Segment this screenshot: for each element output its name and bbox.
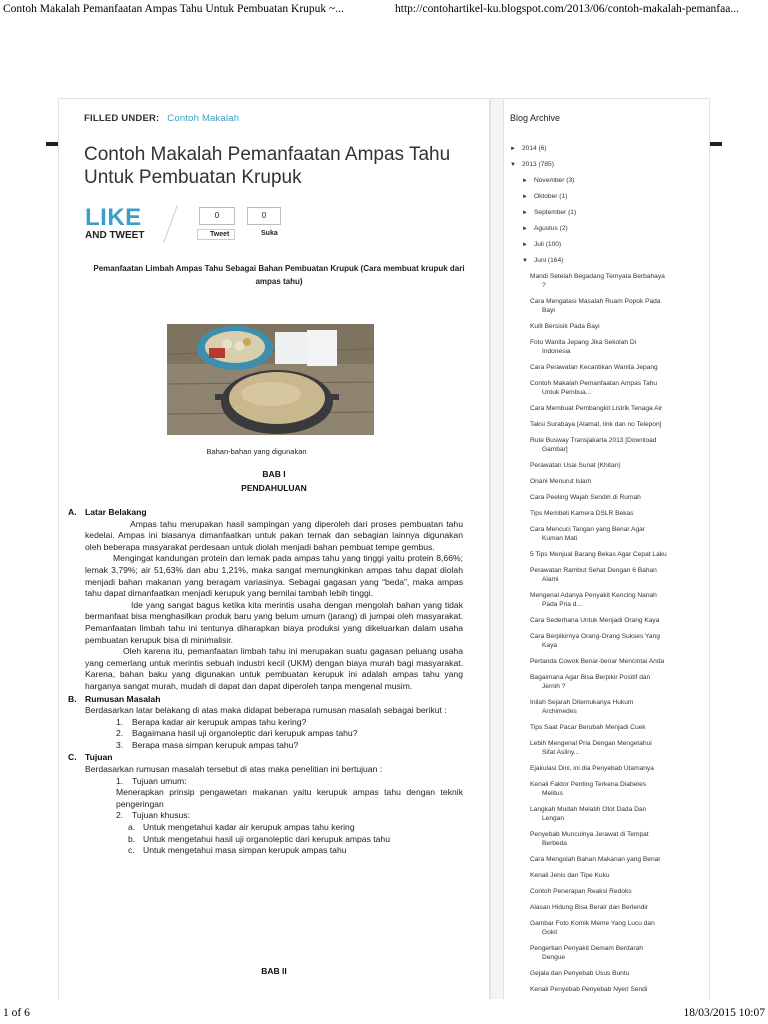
archive-post-link-text[interactable]: Cara Berpikirnya Orang-Orang Sukses Yang: [530, 633, 660, 640]
archive-post-link[interactable]: [530, 493, 705, 502]
like-button[interactable]: Suka: [261, 230, 278, 237]
archive-post-link-text[interactable]: Penyebab Munculnya Jerawat di Tempat: [530, 831, 649, 838]
sidebar-gutter: [490, 99, 504, 999]
list-item-text: Untuk mengetahui kadar air kerupuk ampas tahu kering: [143, 822, 355, 833]
archive-post-link[interactable]: [530, 739, 705, 757]
archive-month-label[interactable]: Oktober (1): [534, 193, 568, 200]
paragraph-c: Berdasarkan rumusan masalah tersebut di atas maka penelitian ini bertujuan :: [85, 764, 383, 775]
archive-post-link[interactable]: [530, 404, 705, 413]
expand-arrow-icon[interactable]: ►: [522, 178, 528, 184]
paragraph-a1: [68, 519, 463, 554]
section-b-heading: [68, 694, 463, 706]
print-footer-page: 1 of 6: [3, 1007, 30, 1019]
like-and-tweet-badge: [85, 206, 144, 241]
archive-post-link[interactable]: [530, 657, 705, 666]
archive-post-link[interactable]: [530, 985, 705, 994]
archive-post-link-text[interactable]: Kenali Faktor Penting Terkena Diabetes: [530, 781, 647, 788]
archive-post-link[interactable]: [530, 673, 705, 691]
archive-year-label[interactable]: 2014 (6): [522, 145, 547, 152]
archive-post-link-text[interactable]: Mandi Setelah Begadang Ternyata Berbahaya: [530, 273, 665, 280]
archive-post-link-text[interactable]: Untuk Pembua...: [542, 389, 592, 396]
post-subtitle: Pemanfaatan Limbah Ampas Tahu Sebagai Bahan Pembuatan Krupuk (Cara membuat krupuk dari ampas tahu): [93, 264, 465, 286]
print-header-url: http://contohartikel-ku.blogspot.com/2013/06/contoh-makalah-pemanfaa...: [395, 3, 739, 15]
like-count: 0: [261, 211, 267, 220]
section-c-title: Tujuan: [85, 752, 113, 763]
archive-post-link[interactable]: [530, 461, 705, 470]
archive-month[interactable]: [510, 240, 705, 256]
archive-post-link-text[interactable]: Cara Mengolah Bahan Makanan yang Benar: [530, 856, 661, 863]
archive-post-link[interactable]: [530, 903, 705, 912]
archive-post-link[interactable]: [530, 871, 705, 880]
archive-month-label[interactable]: Agustus (2): [534, 225, 568, 232]
expand-arrow-icon[interactable]: ►: [510, 146, 516, 152]
paragraph-a4: [68, 646, 463, 692]
list-item-text: Untuk mengetahui hasil uji organoleptic dari kerupuk ampas tahu: [143, 833, 390, 844]
archive-post-link-text[interactable]: Onani Menurut Islam: [530, 478, 592, 485]
list-item-number: 3.: [116, 739, 124, 750]
archive-post-link[interactable]: [530, 723, 705, 732]
archive-post-link-text[interactable]: Inilah Sejarah Ditemukanya Hukum: [530, 699, 634, 706]
archive-post-link[interactable]: [530, 830, 705, 848]
archive-month[interactable]: [510, 176, 705, 192]
archive-month-label[interactable]: September (1): [534, 209, 577, 216]
archive-post-link[interactable]: [530, 322, 705, 331]
chapter-2-heading: BAB II: [261, 966, 287, 976]
archive-post-link-text[interactable]: Sifat Asliny...: [542, 749, 580, 756]
archive-post-link[interactable]: [530, 363, 705, 372]
archive-post-link-text[interactable]: 5 Tips Menjual Barang Bekas Agar Cepat Laku: [530, 551, 667, 558]
goal-specific-number: 2.: [116, 810, 124, 821]
archive-post-link-text[interactable]: Gejala dan Penyebab Usus Buntu: [530, 970, 630, 977]
list-item-text: Untuk mengetahui masa simpan kerupuk ampas tahu: [143, 845, 347, 856]
expand-arrow-icon[interactable]: ►: [522, 194, 528, 200]
archive-post-link[interactable]: [530, 764, 705, 773]
archive-year[interactable]: [510, 160, 705, 176]
list-item-text: Berapa kadar air kerupuk ampas tahu kering?: [132, 716, 307, 727]
archive-post-link-text[interactable]: ?: [542, 282, 546, 289]
archive-post-link-text[interactable]: Kenali Penyebab Penyebab Nyeri Sendi: [530, 986, 648, 993]
archive-post-link-text[interactable]: Dengue: [542, 954, 566, 961]
archive-post-link[interactable]: [530, 616, 705, 625]
collapse-arrow-icon[interactable]: ▼: [522, 258, 528, 264]
section-a-heading: [68, 507, 463, 519]
like-count-bubble: [247, 207, 281, 225]
archive-post-link[interactable]: [530, 272, 705, 290]
research-questions-list: [68, 717, 463, 752]
chapter-number: BAB I: [262, 469, 286, 479]
archive-post-link[interactable]: [530, 297, 705, 315]
paragraph-a2-text: Mengingat kandungan protein dan lemak pada ampas tahu yang tinggi yaitu protein 8,66%; lemak 3,79%; air 51,63% dan abu 1,21%, maka sangat memungkinkan ampas tahu dapat diolah menjadi bahan makanan yang beragam variasinya. Sebagai gagasan yang “beda”, maka ampas tahu dapat dimanfaatkan menjadi kerupuk yang bernilai tambah lebih tinggi.: [85, 553, 463, 599]
archive-post-link-text[interactable]: Jernih ?: [542, 683, 566, 690]
list-item: [68, 834, 463, 846]
archive-month[interactable]: [510, 208, 705, 224]
archive-post-link-text[interactable]: Cara Membuat Pembangkit Listrik Tenaga Air: [530, 405, 663, 412]
paragraph-a2: [68, 553, 463, 599]
list-item-number: 2.: [116, 728, 124, 739]
goal-specific-title: Tujuan khusus:: [132, 810, 190, 821]
list-item-text: Berapa masa simpan kerupuk ampas tahu?: [132, 739, 299, 750]
goal-general-number: 1.: [116, 775, 124, 786]
archive-post-link-text[interactable]: Cara Mengatasi Masalah Ruam Popok Pada: [530, 298, 661, 305]
archive-post-link-text[interactable]: Contoh Penerapan Reaksi Redoks: [530, 888, 632, 895]
archive-post-link-text[interactable]: Cara Sederhana Untuk Menjadi Orang Kaya: [530, 617, 660, 624]
list-item-number: 1.: [116, 716, 124, 727]
archive-post-link-text[interactable]: Langkah Mudah Melatih Otot Dada Dan: [530, 806, 647, 813]
archive-post-link-text[interactable]: Kaya: [542, 642, 558, 649]
paragraph-a4-text: Oleh karena itu, pemanfaatan limbah tahu ini merupakan suatu gagasan peluang usaha yang cemerlang untuk merintis sebuah industri kecil (UKM) dengan biaya murah bagi masyarakat. Karena, bahan baku yang digunakan untuk pembuatan kerupuk ini adalah ampas tahu yang harganya sangat murah, mudah di dapat dan dapat diperoleh tanpa mengenal musim.: [85, 646, 463, 691]
archive-post-link-text[interactable]: Pada Pria d...: [542, 601, 582, 608]
archive-post-link-text[interactable]: Gambar Foto Komik Meme Yang Lucu dan: [530, 920, 655, 927]
filed-under-label: FILLED UNDER:: [84, 113, 160, 124]
goal-specific-heading: [68, 810, 463, 822]
expand-arrow-icon[interactable]: ►: [522, 242, 528, 248]
paragraph-a3: [68, 600, 463, 646]
and-tweet-word: AND TWEET: [85, 230, 145, 241]
filed-under: [84, 113, 239, 124]
expand-arrow-icon[interactable]: ►: [522, 226, 528, 232]
sidebar-right-border: [709, 99, 710, 999]
goal-general-heading: [68, 776, 463, 788]
filed-under-link[interactable]: Contoh Makalah: [167, 113, 240, 124]
list-item: [68, 740, 463, 752]
archive-post-link-text[interactable]: Taksi Surabaya [Alamat, link dan no Telepon]: [530, 421, 662, 428]
archive-post-link[interactable]: [530, 944, 705, 962]
section-b-number: B.: [68, 693, 77, 704]
archive-post-link[interactable]: [530, 780, 705, 798]
blog-archive-tree: [510, 144, 705, 1001]
archive-post-link-text[interactable]: Alami: [542, 576, 559, 583]
archive-post-link[interactable]: [530, 632, 705, 650]
chapter-heading: [84, 467, 464, 495]
blog-archive-title: Blog Archive: [510, 113, 561, 123]
like-word: LIKE: [85, 204, 142, 231]
expand-arrow-icon[interactable]: ►: [522, 210, 528, 216]
archive-post-link-text[interactable]: Alasan Hidung Bisa Berair dan Berlendir: [530, 904, 649, 911]
archive-post-link-text[interactable]: Tips Membeli Kamera DSLR Bekas: [530, 510, 634, 517]
collapse-arrow-icon[interactable]: ▼: [510, 162, 516, 168]
tweet-count-bubble: [199, 207, 235, 225]
archive-post-link-text[interactable]: Perawatan Usai Sunat (Khitan): [530, 462, 621, 469]
photo-caption: Bahan-bahan yang digunakan: [206, 447, 307, 456]
archive-year[interactable]: [510, 144, 705, 160]
specific-goals-list: [68, 822, 463, 857]
archive-post-list: [510, 272, 705, 994]
list-item-letter: a.: [128, 822, 136, 833]
archive-post-link[interactable]: [530, 550, 705, 559]
article-body: [68, 506, 463, 857]
paragraph-a3-text: Ide yang sangat bagus ketika kita merintis usaha dengan mengolah bahan yang tidak bermanfaat bisa menghasilkan produk baru yang belum umum (jarang) di jumpai oleh masyarakat. Pemanfaatan limbah tahu ini tentunya diharapkan biaya produksi yang dikeluarkan dalam usaha pembuatan kerupuk bisa di minimalisir.: [85, 599, 463, 645]
archive-post-link[interactable]: [530, 698, 705, 716]
archive-month-label[interactable]: Juli (100): [534, 241, 562, 248]
archive-post-link-text[interactable]: Bagaimana Agar Bisa Berpikir Positif dan: [530, 674, 651, 681]
list-item-letter: c.: [128, 845, 135, 856]
archive-year-label[interactable]: 2013 (785): [522, 161, 554, 168]
archive-post-link-text[interactable]: Foto Wanita Jepang Jika Sekolah Di: [530, 339, 637, 346]
archive-post-link-text[interactable]: Mengenal Adanya Penyakit Kencing Nanah: [530, 592, 657, 599]
print-footer: [0, 1004, 768, 1024]
archive-post-link[interactable]: [530, 855, 705, 864]
print-header: [0, 0, 768, 18]
paragraph-a1-text: Ampas tahu merupakan hasil sampingan yang diperoleh dari proses pembuatan tahu kedelai. Ampas ini biasanya dimanfaatkan untuk pakan ternak dan sebagian lainnya digunakan oleh beberapa masyarakat perdesaan untuk diolah menjadi bahan pembuat tempe gembus.: [85, 518, 463, 552]
left-edge-mark: [46, 142, 58, 146]
archive-post-link-text[interactable]: Melitus: [542, 790, 563, 797]
archive-post-link[interactable]: [530, 591, 705, 609]
section-a-number: A.: [68, 507, 77, 517]
section-c-heading: [68, 752, 463, 764]
archive-post-link[interactable]: [530, 379, 705, 397]
print-footer-datetime: 18/03/2015 10:07: [683, 1007, 765, 1019]
archive-post-link-text[interactable]: Kuman Mati: [542, 535, 578, 542]
archive-post-link-text[interactable]: Cara Mencuci Tangan yang Benar Agar: [530, 526, 645, 533]
archive-post-link-text[interactable]: Berbeda: [542, 840, 567, 847]
list-item-text: Bagaimana hasil uji organoleptic dari kerupuk ampas tahu?: [132, 728, 358, 739]
archive-post-link[interactable]: [530, 338, 705, 356]
archive-post-link[interactable]: [530, 887, 705, 896]
chapter-title: PENDAHULUAN: [241, 483, 307, 493]
archive-post-link-text[interactable]: Lengan: [542, 815, 565, 822]
section-c-number: C.: [68, 752, 77, 763]
archive-post-link[interactable]: [530, 436, 705, 454]
archive-month[interactable]: [510, 192, 705, 208]
tweet-count: 0: [214, 211, 220, 220]
archive-post-link-text[interactable]: Indonesia: [542, 348, 571, 355]
list-item: [68, 845, 463, 857]
archive-post-link-text[interactable]: Kenali Jenis dan Tipe Kuku: [530, 872, 610, 879]
goal-general-title: Tujuan umum:: [132, 775, 187, 786]
archive-post-link-text[interactable]: Gambar]: [542, 446, 568, 453]
archive-post-link-text[interactable]: Contoh Makalah Pemanfaatan Ampas Tahu: [530, 380, 658, 387]
archive-post-link-text[interactable]: Ejakulasi Dini, ini dia Penyebab Utamanya: [530, 765, 654, 772]
print-header-title: Contoh Makalah Pemanfaatan Ampas Tahu Untuk Pembuatan Krupuk ~...: [3, 3, 344, 15]
archive-month-label[interactable]: November (3): [534, 177, 575, 184]
archive-post-link[interactable]: [530, 805, 705, 823]
archive-post-link-text[interactable]: Lebih Mengenal Pria Dengan Mengetahui: [530, 740, 652, 747]
archive-post-link-text[interactable]: Rute Busway Transjakarta 2013 [Download: [530, 437, 657, 444]
archive-post-link-text[interactable]: Bayi: [542, 307, 555, 314]
archive-post-link-text[interactable]: Pertanda Cowok Benar-benar Mencintai Anda: [530, 658, 665, 665]
archive-post-link-text[interactable]: Cara Peeling Wajah Sendiri di Rumah: [530, 494, 641, 501]
archive-post-link[interactable]: [530, 566, 705, 584]
section-a-title: Latar Belakang: [85, 507, 147, 517]
paragraph-b: Berdasarkan latar belakang di atas maka didapat beberapa rumusan masalah sebagai berikut :: [85, 705, 447, 716]
archive-post-link[interactable]: [530, 509, 705, 518]
archive-post-link-text[interactable]: Archimedes: [542, 708, 577, 715]
archive-month[interactable]: [510, 256, 705, 272]
list-item: [68, 717, 463, 729]
archive-post-link-text[interactable]: Gokil: [542, 929, 558, 936]
archive-post-link-text[interactable]: Kulit Bersisik Pada Bayi: [530, 323, 600, 330]
list-item: [68, 728, 463, 740]
archive-post-link[interactable]: [530, 969, 705, 978]
ingredients-photo: [167, 324, 374, 435]
archive-post-link-text[interactable]: Tips Saat Pacar Berubah Menjadi Cuek: [530, 724, 646, 731]
archive-post-link-text[interactable]: Cara Perawatan Kecantikan Wanita Jepang: [530, 364, 658, 371]
archive-post-link[interactable]: [530, 919, 705, 937]
archive-post-link-text[interactable]: Perawatan Rambut Sehat Dengan 6 Bahan: [530, 567, 657, 574]
tweet-label: Tweet: [210, 231, 230, 238]
archive-post-link[interactable]: [530, 420, 705, 429]
archive-post-link[interactable]: [530, 477, 705, 486]
archive-post-link[interactable]: [530, 525, 705, 543]
section-b-title: Rumusan Masalah: [85, 693, 161, 704]
archive-post-link-text[interactable]: Pengertian Penyakit Demam Berdarah: [530, 945, 643, 952]
goal-general-text: Menerapkan prinsip pengawetan makanan yaitu kerupuk ampas tahu dengan teknik pengeringan: [116, 787, 463, 809]
list-item-letter: b.: [128, 833, 136, 844]
archive-month[interactable]: [510, 224, 705, 240]
post-title: Contoh Makalah Pemanfaatan Ampas Tahu Untuk Pembuatan Krupuk: [84, 144, 451, 188]
list-item: [68, 822, 463, 834]
right-edge-mark: [710, 142, 722, 146]
archive-month-label[interactable]: Juni (164): [534, 257, 564, 264]
